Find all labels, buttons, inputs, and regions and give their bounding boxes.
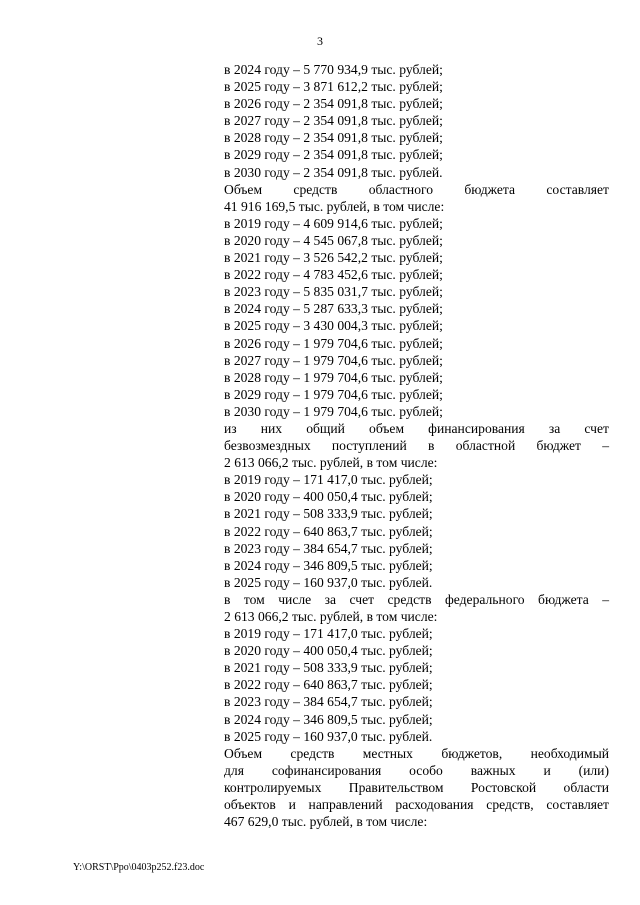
text-line: в 2021 году – 3 526 542,2 тыс. рублей; [224,250,443,266]
text-line: в 2030 году – 2 354 091,8 тыс. рублей. [224,164,443,180]
text-line: объектов и направлений расходования средств, составляет [224,797,609,813]
text-line: в 2026 году – 1 979 704,6 тыс. рублей; [224,335,443,351]
text-line: для софинансирования особо важных и (или) [224,762,609,778]
text-line: из них общий объем финансирования за счет [224,420,609,436]
text-line: в 2019 году – 4 609 914,6 тыс. рублей; [224,215,443,231]
text-line: в 2019 году – 171 417,0 тыс. рублей; [224,472,433,488]
text-line: в 2023 году – 384 654,7 тыс. рублей; [224,694,433,710]
text-line: в 2020 году – 400 050,4 тыс. рублей; [224,643,433,659]
text-line: контролируемых Правительством Ростовской области [224,779,609,795]
text-line: в 2024 году – 346 809,5 тыс. рублей; [224,557,433,573]
text-line: Объем средств местных бюджетов, необходимый [224,745,609,761]
text-line: в 2028 году – 2 354 091,8 тыс. рублей; [224,130,443,146]
text-line: в 2029 году – 2 354 091,8 тыс. рублей; [224,147,443,163]
text-line: в 2025 году – 3 871 612,2 тыс. рублей; [224,79,443,95]
text-line: в 2022 году – 640 863,7 тыс. рублей; [224,523,433,539]
text-line: в 2022 году – 4 783 452,6 тыс. рублей; [224,267,443,283]
text-line: 467 629,0 тыс. рублей, в том числе: [224,814,428,830]
text-line: в 2020 году – 400 050,4 тыс. рублей; [224,489,433,505]
text-line: Объем средств областного бюджета составляет [224,181,609,197]
text-line: в 2030 году – 1 979 704,6 тыс. рублей; [224,403,443,419]
text-line: в 2027 году – 1 979 704,6 тыс. рублей; [224,352,443,368]
text-line: в том числе за счет средств федерального бюджета – [224,591,609,607]
text-line: в 2029 году – 1 979 704,6 тыс. рублей; [224,386,443,402]
text-line: в 2021 году – 508 333,9 тыс. рублей; [224,660,433,676]
text-line: в 2026 году – 2 354 091,8 тыс. рублей; [224,96,443,112]
file-path-footer: Y:\ORST\Ppo\0403p252.f23.doc [73,862,205,873]
text-line: в 2021 году – 508 333,9 тыс. рублей; [224,506,433,522]
text-line: в 2024 году – 5 287 633,3 тыс. рублей; [224,301,443,317]
text-line: 2 613 066,2 тыс. рублей, в том числе: [224,609,438,624]
text-line: в 2025 году – 3 430 004,3 тыс. рублей; [224,318,443,334]
text-line: 41 916 169,5 тыс. рублей, в том числе: [224,198,445,214]
text-line: безвозмездных поступлений в областной бюджет – [224,438,609,454]
text-line: 2 613 066,2 тыс. рублей, в том числе: [224,455,438,471]
text-line: в 2024 году – 346 809,5 тыс. рублей; [224,711,433,727]
text-line: в 2019 году – 171 417,0 тыс. рублей; [224,626,433,642]
text-line: в 2027 году – 2 354 091,8 тыс. рублей; [224,113,443,129]
text-line: в 2023 году – 384 654,7 тыс. рублей; [224,540,433,556]
text-line: в 2022 году – 640 863,7 тыс. рублей; [224,677,433,693]
text-line: в 2025 году – 160 937,0 тыс. рублей. [224,574,433,590]
text-line: в 2028 году – 1 979 704,6 тыс. рублей; [224,369,443,385]
text-line: в 2025 году – 160 937,0 тыс. рублей. [224,728,433,744]
text-line: в 2023 году – 5 835 031,7 тыс. рублей; [224,284,443,300]
text-line: в 2024 году – 5 770 934,9 тыс. рублей; [224,62,443,77]
page-number: 3 [317,34,323,48]
text-line: в 2020 году – 4 545 067,8 тыс. рублей; [224,232,443,248]
document-body [224,61,609,830]
